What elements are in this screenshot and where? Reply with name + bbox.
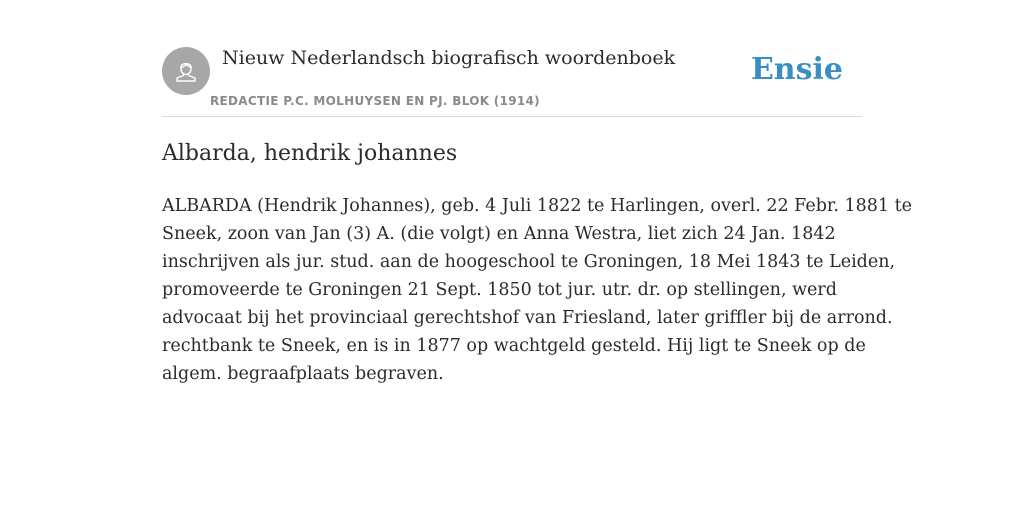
entry-body-line: advocaat bij het provinciaal gerechtshof van Friesland, later griffler bij de arrond. <box>162 308 893 328</box>
entry-body-line: inschrijven als jur. stud. aan de hoogeschool te Groningen, 18 Mei 1843 te Leiden, <box>162 252 896 272</box>
user-icon <box>172 57 200 85</box>
entry-title: Albarda, hendrik johannes <box>162 141 458 166</box>
entry-body-line: ALBARDA (Hendrik Johannes), geb. 4 Juli 1822 te Harlingen, overl. 22 Febr. 1881 te <box>162 196 912 216</box>
entry-body-line: rechtbank te Sneek, en is in 1877 op wachtgeld gesteld. Hij ligt te Sneek op de <box>162 336 866 356</box>
source-editors: REDACTIE P.C. MOLHUYSEN EN PJ. BLOK (1914) <box>210 94 540 108</box>
source-header <box>162 46 862 117</box>
entry-body <box>162 192 912 388</box>
ensie-logo[interactable]: Ensie <box>750 52 843 87</box>
entry-body-line: promoveerde te Groningen 21 Sept. 1850 tot jur. utr. dr. op stellingen, werd <box>162 280 837 300</box>
entry-body-line: Sneek, zoon van Jan (3) A. (die volgt) en Anna Westra, liet zich 24 Jan. 1842 <box>162 224 836 244</box>
source-title[interactable]: Nieuw Nederlandsch biografisch woordenboek <box>222 47 676 69</box>
avatar[interactable] <box>162 47 210 95</box>
entry-body-line: algem. begraafplaats begraven. <box>162 364 444 384</box>
